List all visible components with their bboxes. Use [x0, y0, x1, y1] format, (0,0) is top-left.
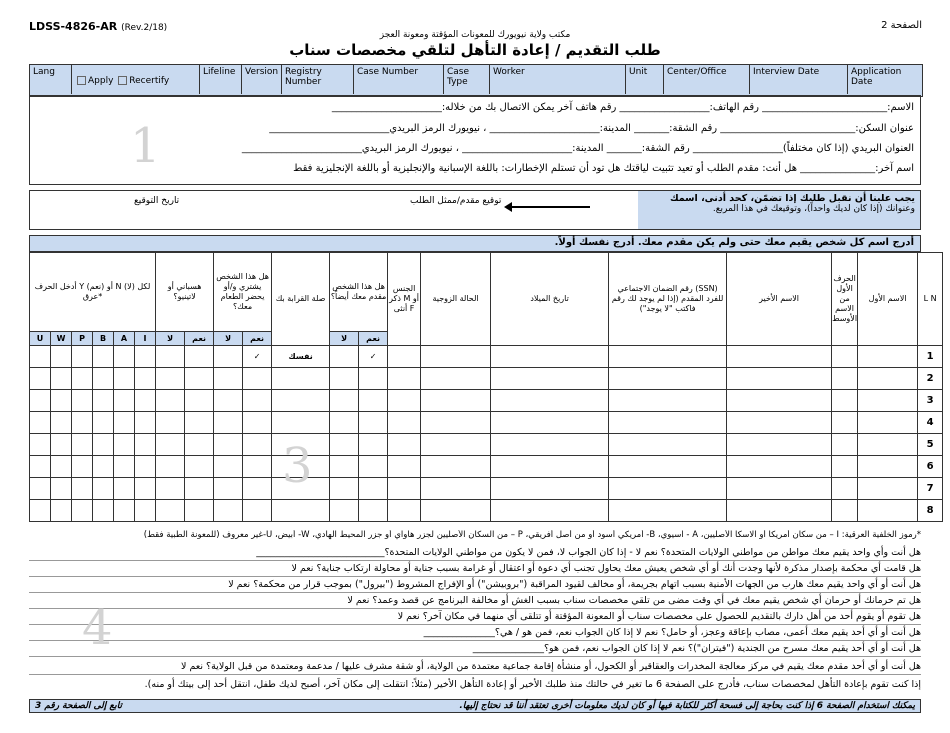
table-cell[interactable] — [156, 500, 185, 522]
office-use-strip — [29, 64, 923, 97]
table-cell[interactable] — [832, 478, 858, 500]
table-cell[interactable] — [832, 500, 858, 522]
form-id — [29, 20, 167, 33]
table-row — [30, 368, 943, 390]
table-cell[interactable] — [727, 346, 832, 368]
table-row — [30, 390, 943, 412]
table-cell[interactable] — [93, 368, 114, 390]
table-cell[interactable] — [832, 412, 858, 434]
table-cell[interactable] — [388, 390, 421, 412]
signature-must-text: يجب علينا أن نقبل طلبك إذا تضمّن، كحد أدنى، اسمك — [669, 193, 915, 204]
table-cell[interactable] — [114, 478, 135, 500]
table-cell[interactable] — [491, 368, 609, 390]
first-name-header: الاسم الأول — [858, 253, 918, 346]
table-cell[interactable] — [272, 368, 330, 390]
lifeline-cell[interactable] — [200, 65, 242, 94]
table-cell[interactable] — [243, 456, 272, 478]
lifeline-label: Lifeline — [203, 67, 236, 77]
table-cell[interactable] — [491, 346, 609, 368]
table-cell[interactable] — [388, 478, 421, 500]
table-cell[interactable] — [51, 368, 72, 390]
question-citizenship[interactable]: هل أنت وأي واحد يقيم معك مواطن من مواطني الولايات المتحدة؟ نعم لا - إذا كان الجواب لا، فمن لا يكون من مواطني الولايات المتحدة؟___________________________ — [29, 545, 921, 561]
table-cell[interactable] — [388, 434, 421, 456]
unit-cell[interactable] — [626, 65, 664, 94]
sex-header: الجنس ذكر M أو أنثى F — [388, 253, 421, 346]
table-cell[interactable] — [114, 434, 135, 456]
registry-label: Registry Number — [285, 67, 322, 87]
version-label: Version — [245, 67, 279, 77]
table-cell[interactable] — [135, 412, 156, 434]
table-cell[interactable] — [832, 368, 858, 390]
form-id-text: LDSS-4826-AR — [29, 20, 118, 33]
buys-yes-check[interactable]: ✓ — [243, 346, 272, 368]
table-cell[interactable] — [359, 500, 388, 522]
table-cell[interactable] — [330, 500, 359, 522]
table-cell[interactable] — [135, 390, 156, 412]
table-cell[interactable] — [421, 456, 491, 478]
table-cell[interactable] — [30, 500, 51, 522]
unit-label: Unit — [629, 67, 648, 77]
table-cell[interactable] — [421, 478, 491, 500]
table-cell[interactable] — [156, 390, 185, 412]
relationship-self[interactable]: نفسك — [272, 346, 330, 368]
case-type-cell[interactable] — [444, 65, 490, 94]
table-cell[interactable] — [185, 412, 214, 434]
table-cell[interactable] — [359, 390, 388, 412]
race-code-b: B — [93, 332, 114, 346]
table-cell[interactable] — [421, 368, 491, 390]
table-cell[interactable] — [135, 478, 156, 500]
marital-header: الحالة الزوجية — [421, 253, 491, 346]
table-cell[interactable] — [609, 456, 727, 478]
line-number: 4 — [918, 412, 943, 434]
table-cell[interactable] — [243, 390, 272, 412]
household-instructions: أدرج اسم كل شخص يقيم معك حتى ولم يكن مقدم معك. أدرج نفسك أولاً. — [29, 235, 921, 252]
line-number-header: L N — [918, 253, 943, 346]
applying-header: هل هذا الشخص مقدم معك أيضاً؟ — [330, 253, 388, 332]
table-cell[interactable] — [388, 346, 421, 368]
table-cell[interactable] — [93, 500, 114, 522]
table-cell[interactable] — [135, 346, 156, 368]
table-cell[interactable] — [214, 368, 243, 390]
line-number: 3 — [918, 390, 943, 412]
table-cell[interactable] — [93, 346, 114, 368]
race-codes-note: *رموز الخلفية العرقية: I – من سكان أمريكا أو آلاسكا الأصليين، A - آسيوي، B- أمريكي أسود أو من أصل أفريقي، P – من السكان الأصليين لجزر هاواي أو جزر المحيط الهادي، W- أبيض، U-غير معروف (للمعونة الطبية فقط) — [143, 530, 921, 540]
table-cell[interactable] — [609, 500, 727, 522]
table-cell[interactable] — [185, 390, 214, 412]
center-label: Center/Office — [667, 67, 727, 77]
table-cell[interactable] — [51, 500, 72, 522]
applying-yes-check[interactable]: ✓ — [359, 346, 388, 368]
relationship-header: صلة القرابة بك — [272, 253, 330, 346]
table-cell[interactable] — [330, 434, 359, 456]
other-name-line[interactable]: اسم آخر:_______________ هل أنت: مقدم الطلب أو تعيد تثبيت لياقتك هل تود أن تستلم الإخطارات: باللغة الإسبانية والإنجليزية أو باللغة الإنجليزية فقط — [293, 163, 914, 174]
section-number-4: 4 — [82, 600, 113, 656]
case-type-label: Case Type — [447, 67, 470, 87]
table-cell[interactable] — [491, 390, 609, 412]
table-row — [30, 412, 943, 434]
table-cell[interactable] — [30, 390, 51, 412]
table-cell[interactable] — [609, 478, 727, 500]
lang-label: Lang — [33, 67, 55, 77]
table-cell[interactable] — [114, 346, 135, 368]
question-veteran[interactable]: هل أنت أو أي أحد يقيم معك مسرح من الجندية ("فيتران")؟ نعم لا إذا كان الجواب نعم، فمن هو؟_______________ — [29, 641, 921, 657]
table-cell[interactable] — [491, 478, 609, 500]
table-cell[interactable] — [727, 434, 832, 456]
table-cell[interactable] — [185, 368, 214, 390]
table-cell[interactable] — [421, 390, 491, 412]
question-fleeing[interactable]: هل أنت أو أي واحد يقيم معك هارب من الجهات الأمنية بسبب اتهام بجريمة، أو مخالف لقيود المراقبة ("بروبيشن") أو الإفراج المشروط ("بيرول") بموجب قرار من محكمة؟ نعم لا — [29, 577, 921, 593]
table-cell[interactable] — [51, 434, 72, 456]
mailing-address-line[interactable]: العنوان البريدي (إذا كان مختلفاً)__________________ رقم الشقة:_______ المدينة:______________________ ، نيويورك الرمز البريدي________________________ — [241, 143, 914, 154]
continue-page-3: تابع إلى الصفحة رقم 3 — [35, 701, 122, 711]
signature-instructions — [638, 191, 920, 229]
table-cell[interactable] — [858, 368, 918, 390]
table-cell[interactable] — [832, 346, 858, 368]
table-cell[interactable] — [114, 500, 135, 522]
applying-no: لا — [330, 332, 359, 346]
table-cell[interactable] — [51, 412, 72, 434]
table-cell[interactable] — [243, 434, 272, 456]
table-cell[interactable] — [330, 478, 359, 500]
last-name-header: الاسم الأخير — [727, 253, 832, 346]
table-cell[interactable] — [30, 456, 51, 478]
applying-yes: نعم — [359, 332, 388, 346]
table-cell[interactable] — [727, 478, 832, 500]
table-cell[interactable] — [727, 390, 832, 412]
table-cell[interactable] — [421, 412, 491, 434]
table-cell[interactable] — [272, 390, 330, 412]
table-row — [30, 346, 943, 368]
form-rev: (Rev.2/18) — [121, 23, 168, 33]
agency-name: مكتب ولاية نيويورك للمعونات المؤقتة ومعونة العجز — [379, 30, 571, 40]
table-cell[interactable] — [330, 456, 359, 478]
table-cell[interactable] — [30, 412, 51, 434]
table-cell[interactable] — [93, 456, 114, 478]
table-cell[interactable] — [72, 456, 93, 478]
hispanic-header: هسباني أو لاتينيو؟ — [156, 253, 214, 332]
recertify-checkbox[interactable] — [118, 76, 127, 85]
table-cell[interactable] — [272, 412, 330, 434]
table-cell[interactable] — [421, 346, 491, 368]
table-cell[interactable] — [72, 412, 93, 434]
table-cell[interactable] — [72, 346, 93, 368]
buys-no: لا — [214, 332, 243, 346]
table-cell[interactable] — [156, 368, 185, 390]
table-cell[interactable] — [72, 390, 93, 412]
table-cell[interactable] — [72, 368, 93, 390]
question-disqualified[interactable]: هل تم حرمانك أو حرمان أي شخص يقيم معك في أي وقت مضى من تلقي مخصصات سناب بسبب الغش أو مخالفة البرنامج عن قصد وعمد؟ نعم لا — [29, 593, 921, 609]
home-address-line[interactable]: عنوان السكن:___________________________ رقم الشقة:_______ المدينة:______________________ ، نيويورك الرمز البريدي________________________ — [269, 123, 914, 134]
table-cell[interactable] — [858, 500, 918, 522]
table-cell[interactable] — [72, 478, 93, 500]
table-cell[interactable] — [30, 478, 51, 500]
table-cell[interactable] — [832, 390, 858, 412]
table-cell[interactable] — [114, 368, 135, 390]
question-court-warrant[interactable]: هل قامت أي محكمة بإصدار مذكرة لأنها وجدت أنك أو أي شخص يعيش معك يحاول تجنب أي دعوة أو اعتقال أو غرامة بسبب جناية أو محاولة ارتكاب جناية؟ نعم لا — [29, 561, 921, 577]
table-cell[interactable] — [243, 500, 272, 522]
table-cell[interactable] — [156, 346, 185, 368]
recertify-label: Recertify — [129, 76, 170, 86]
section-number-1: 1 — [130, 118, 161, 174]
form-title: طلب التقديم / إعادة التأهل لتلقي مخصصات سناب — [289, 41, 661, 59]
table-cell[interactable] — [388, 456, 421, 478]
worker-label: Worker — [493, 67, 525, 77]
lang-cell[interactable] — [30, 65, 72, 94]
table-cell[interactable] — [421, 434, 491, 456]
table-cell[interactable] — [359, 434, 388, 456]
registry-cell[interactable] — [282, 65, 354, 94]
left-arrow-icon — [510, 206, 590, 208]
table-cell[interactable] — [858, 412, 918, 434]
signature-section — [29, 190, 921, 230]
apply-recertify-cell — [72, 65, 200, 94]
question-treatment-center[interactable]: هل أنت أو أي أحد مقدم معك يقيم في مركز معالجة المخدرات والعقاقير أو الكحول، أو منشأة إقامة جماعية معتمدة من الولاية، أو شقة مشرف عليها / مدعمة ومعتمدة من قبل الولاية؟ نعم لا — [29, 659, 921, 675]
household-table — [29, 252, 943, 522]
table-cell[interactable] — [214, 346, 243, 368]
table-cell[interactable] — [421, 500, 491, 522]
table-cell[interactable] — [135, 368, 156, 390]
ssn-header: رقم الضمان الاجتماعي (SSN) للفرد المقدم (إذا لم يوجد لك رقم فاكتب "لا يوجد") — [609, 253, 727, 346]
table-cell[interactable] — [832, 434, 858, 456]
application-date-label: Application Date — [851, 67, 902, 87]
signature-address-text: وعنوانك (إذا كان لديك واحداً)، وتوقيعك في هذا المربع. — [712, 204, 915, 214]
table-cell[interactable] — [491, 456, 609, 478]
interview-date-label: Interview Date — [753, 67, 820, 77]
buys-food-header: هل هذا الشخص يشتري و/أو يحضر الطعام معك؟ — [214, 253, 272, 332]
table-cell[interactable] — [214, 412, 243, 434]
center-cell[interactable] — [664, 65, 750, 94]
table-cell[interactable] — [727, 500, 832, 522]
section-number-3: 3 — [282, 438, 313, 494]
apply-label: Apply — [88, 76, 114, 86]
table-cell[interactable] — [93, 412, 114, 434]
race-code-i: I — [135, 332, 156, 346]
case-number-label: Case Number — [357, 67, 419, 77]
case-number-cell[interactable] — [354, 65, 444, 94]
table-cell[interactable] — [156, 456, 185, 478]
table-cell[interactable] — [30, 434, 51, 456]
footer-bar — [29, 699, 921, 713]
table-cell[interactable] — [243, 412, 272, 434]
version-cell[interactable] — [242, 65, 282, 94]
table-cell[interactable] — [51, 478, 72, 500]
table-cell[interactable] — [858, 478, 918, 500]
table-cell[interactable] — [51, 390, 72, 412]
buys-yes: نعم — [243, 332, 272, 346]
table-row — [30, 478, 943, 500]
table-cell[interactable] — [156, 478, 185, 500]
table-cell[interactable] — [858, 390, 918, 412]
household-rows — [30, 346, 943, 522]
table-cell[interactable] — [135, 434, 156, 456]
applicant-info — [29, 95, 921, 185]
table-cell[interactable] — [858, 434, 918, 456]
table-cell[interactable] — [727, 412, 832, 434]
table-cell[interactable] — [114, 456, 135, 478]
table-cell[interactable] — [30, 346, 51, 368]
table-cell[interactable] — [727, 456, 832, 478]
application-date-cell[interactable] — [848, 65, 920, 94]
worker-cell[interactable] — [490, 65, 626, 94]
table-cell[interactable] — [51, 456, 72, 478]
table-cell[interactable] — [609, 390, 727, 412]
table-cell[interactable] — [214, 478, 243, 500]
line-number: 8 — [918, 500, 943, 522]
line-number: 6 — [918, 456, 943, 478]
table-cell[interactable] — [609, 368, 727, 390]
line-number: 7 — [918, 478, 943, 500]
race-header: أدخل الحرف Y (نعم) أو N (لا) لكل عرق* — [30, 253, 156, 332]
race-code-u: U — [30, 332, 51, 346]
table-cell[interactable] — [135, 500, 156, 522]
name-phone-line[interactable]: الاسم:_________________________ رقم الهاتف:__________________ رقم هاتف آخر يمكن الاتصال بك من خلاله:______________________ — [331, 102, 914, 113]
table-cell[interactable] — [243, 368, 272, 390]
interview-date-cell[interactable] — [750, 65, 848, 94]
table-row — [30, 500, 943, 522]
table-cell[interactable] — [359, 412, 388, 434]
table-cell[interactable] — [609, 412, 727, 434]
table-cell[interactable] — [330, 412, 359, 434]
table-cell[interactable] — [93, 390, 114, 412]
table-cell[interactable] — [330, 368, 359, 390]
table-cell[interactable] — [609, 434, 727, 456]
line-number: 2 — [918, 368, 943, 390]
question-recertify-changes: إذا كنت تقوم بإعادة التأهل لمخصصات سناب، فأدرج على الصفحة 6 ما تغير في حالتك منذ طلبك الأخير أو إعادة التأهل الأخير (مثلاً: انتقلت إلى مكان آخر، أصبح لديك طفل، انتقل أحد إلى بيتك أو منه). — [144, 679, 921, 690]
table-cell[interactable] — [858, 346, 918, 368]
table-cell[interactable] — [93, 434, 114, 456]
signature-date-label[interactable]: تاريخ التوقيع — [134, 196, 180, 206]
question-other-benefits[interactable]: هل تقوم أو يقوم أحد من أهل دارك بالتقديم للحصول على مخصصات سناب أو المعونة المؤقتة أو تتلقى أي منهما في مكان آخر؟ نعم لا — [29, 609, 921, 625]
table-cell[interactable] — [272, 500, 330, 522]
line-number: 5 — [918, 434, 943, 456]
line-number: 1 — [918, 346, 943, 368]
page-number: الصفحة 2 — [881, 20, 922, 31]
applicant-signature-label[interactable]: توقيع مقدم/ممثل الطلب — [410, 196, 502, 206]
table-cell[interactable] — [214, 456, 243, 478]
table-cell[interactable] — [388, 368, 421, 390]
more-space-note: يمكنك استخدام الصفحة 6 إذا كنت بحاجة إلى فسحة أكثر للكتابة فيها أو كان لديك معلومات أخرى تعتقد أننا قد نحتاج إليها. — [459, 701, 915, 711]
table-cell[interactable] — [51, 346, 72, 368]
table-cell[interactable] — [185, 456, 214, 478]
hispanic-yes: نعم — [185, 332, 214, 346]
table-cell[interactable] — [185, 478, 214, 500]
table-cell[interactable] — [388, 500, 421, 522]
table-cell[interactable] — [135, 456, 156, 478]
table-cell[interactable] — [93, 478, 114, 500]
table-cell[interactable] — [156, 412, 185, 434]
middle-initial-header: الحرف الأول من الاسم الأوسط — [832, 253, 858, 346]
table-cell[interactable] — [156, 434, 185, 456]
table-cell[interactable] — [214, 390, 243, 412]
table-cell[interactable] — [832, 456, 858, 478]
table-cell[interactable] — [330, 390, 359, 412]
hispanic-no: لا — [156, 332, 185, 346]
table-cell[interactable] — [72, 500, 93, 522]
race-code-a: A — [114, 332, 135, 346]
table-cell[interactable] — [359, 368, 388, 390]
table-cell[interactable] — [114, 390, 135, 412]
race-code-p: P — [72, 332, 93, 346]
table-cell[interactable] — [359, 456, 388, 478]
table-cell[interactable] — [214, 434, 243, 456]
table-cell[interactable] — [491, 500, 609, 522]
table-cell[interactable] — [185, 434, 214, 456]
table-cell[interactable] — [114, 412, 135, 434]
table-cell[interactable] — [609, 346, 727, 368]
table-cell[interactable] — [185, 500, 214, 522]
table-cell[interactable] — [72, 434, 93, 456]
table-cell[interactable] — [185, 346, 214, 368]
table-row — [30, 434, 943, 456]
table-cell[interactable] — [491, 434, 609, 456]
table-row — [30, 456, 943, 478]
table-cell[interactable] — [858, 456, 918, 478]
dob-header: تاريخ الميلاد — [491, 253, 609, 346]
table-cell[interactable] — [30, 368, 51, 390]
table-cell[interactable] — [243, 478, 272, 500]
table-cell[interactable] — [359, 478, 388, 500]
apply-checkbox[interactable] — [77, 76, 86, 85]
table-cell[interactable] — [388, 412, 421, 434]
table-cell[interactable] — [491, 412, 609, 434]
table-cell[interactable] — [214, 500, 243, 522]
race-code-w: W — [51, 332, 72, 346]
table-cell[interactable] — [330, 346, 359, 368]
question-disabled[interactable]: هل أنت أو أي أحد يقيم معك أعمى، مصاب بإعاقة وعجز، أو حامل؟ نعم لا إذا كان الجواب نعم، فمن هو / هي؟_______________ — [29, 625, 921, 641]
table-cell[interactable] — [727, 368, 832, 390]
